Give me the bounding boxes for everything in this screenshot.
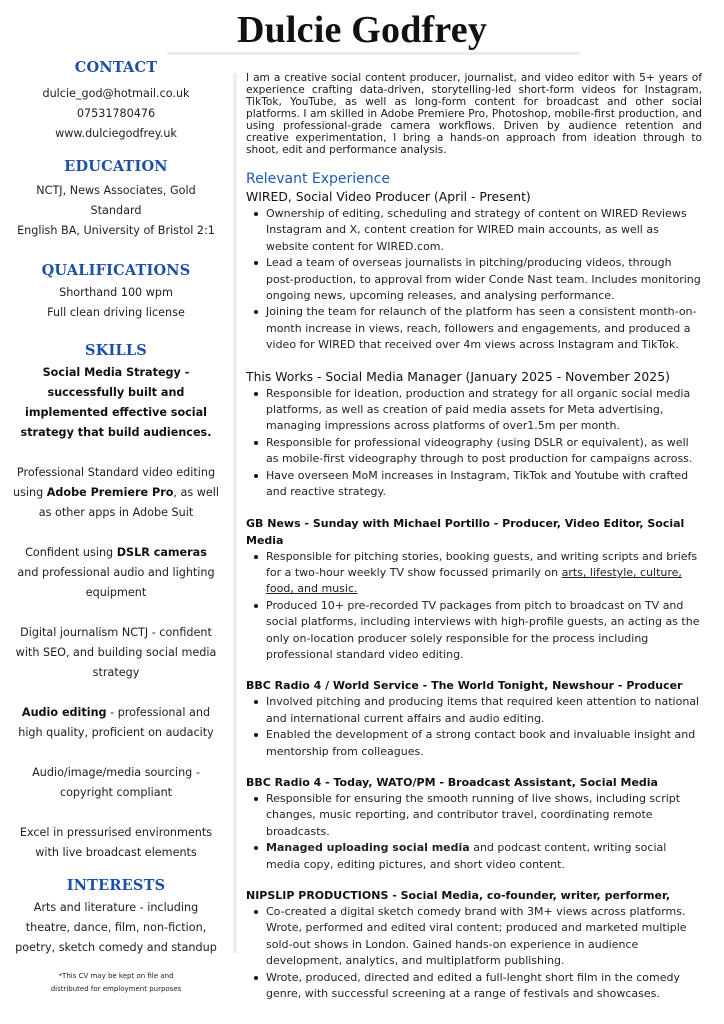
cv-footnote [0,970,232,996]
spacer [246,663,702,677]
bullet-item: Ownership of editing, scheduling and strategy of content on WIRED Reviews Instagram and X, content creation for WIRED main accounts, as well as website content for WIRED.com. [254,206,702,255]
footnote-line: *This CV may be kept on file and [58,972,174,980]
job-bullets [254,904,702,1002]
profile-summary: I am a creative social content producer, journalist, and video editor with 5+ years of experience crafting data-driven, storytelling-led short-form videos for Instagram, TikTok, YouTube, as well as long-form content for broadcast and other social platforms. I am skilled in Adobe Premiere Pro, Photoshop, mobile-first production, and using professional-grade camera workflows. Driven by audience retention and creative experimentation, I bring a hands-on approach from ideation through to shoot, edit and performance analysis. [246,72,702,156]
job-bullets [254,206,702,354]
experience-heading: Relevant Experience [246,171,390,187]
job-bullets [254,549,702,664]
qualification-item: Full clean driving license [47,306,185,319]
skill-item: Social Media Strategy - successfully built and implemented effective social strategy that build audiences. [20,366,212,439]
bullet-item: Co-created a digital sketch comedy brand with 3M+ views across platforms. Wrote, performed and edited viral content; produced and marketed multiple sold-out shows in London. Gained hands-on experience in audience development, analytics, and multiplatform publishing. [254,904,702,970]
bullet-item: Joining the team for relaunch of the platform has seen a consistent month-on-month increase in views, reach, followers and engagements, and produced a video for WIRED that received over 4m views across Instagram and TikTok. [254,304,702,353]
qualifications-section [0,261,232,323]
bullet-item: Wrote, produced, directed and edited a full-lenght short film in the comedy genre, with successful screening at a range of festivals and showcases. [254,970,702,1003]
skills-section [0,341,232,863]
job-entry-gb-news [246,515,702,664]
contact-email[interactable]: dulcie_god@hotmail.co.uk [42,87,190,100]
education-item: English BA, University of Bristol 2:1 [17,224,215,237]
bullet-item: Involved pitching and producing items that required keen attention to national and international current affairs and audio editing. [254,694,702,727]
spacer [246,501,702,515]
job-bullets [254,694,702,760]
job-entry-nipslip [246,887,702,1002]
job-entry-this-works [246,368,702,501]
footnote-line: distributed for employment purposes [50,985,182,993]
interests-heading: INTERESTS [66,877,166,894]
spacer [246,873,702,887]
job-title: WIRED, Social Video Producer (April - Present) [246,189,531,204]
spacer [246,354,702,368]
skill-item: Audio/image/media sourcing - copyright compliant [32,766,200,799]
contact-phone[interactable]: 07531780476 [76,107,156,120]
skill-item: Digital journalism NCTJ - confident with SEO, and building social media strategy [15,626,217,679]
job-title: NIPSLIP PRODUCTIONS - Social Media, co-founder, writer, performer, [246,889,670,902]
education-section [0,157,232,241]
education-item: NCTJ, News Associates, Gold Standard [36,184,196,217]
bullet-item: Have overseen MoM increases in Instagram, TikTok and Youtube with crafted and reactive strategy. [254,468,702,501]
job-title: GB News - Sunday with Michael Portillo - Producer, Video Editor, Social Media [246,516,685,547]
bullet-item: Enabled the development of a strong contact book and invaluable insight and mentorship from colleagues. [254,727,702,760]
qualifications-heading: QUALIFICATIONS [41,262,191,279]
bullet-item: Lead a team of overseas journalists in pitching/producing videos, through post-production, to approval from wider Conde Nast team. Includes monitoring ongoing news, upcoming releases, and analysing performance. [254,255,702,304]
job-entry-bbc-world-service [246,677,702,760]
sidebar [0,58,232,996]
skill-item: Excel in pressurised environments with live broadcast elements [19,826,213,859]
skill-item: Confident using DSLR cameras and professional audio and lighting equipment [17,546,215,599]
underlined-topics: arts, lifestyle, culture, food, and music. [266,565,682,596]
job-title: BBC Radio 4 - Today, WATO/PM - Broadcast Assistant, Social Media [246,775,658,789]
job-bullets [254,791,702,873]
qualification-item: Shorthand 100 wpm [59,286,173,299]
name-underline-rule [167,52,580,55]
skills-heading: SKILLS [85,342,147,359]
job-entry-wired [246,188,702,354]
bullet-item: Responsible for professional videography (using DSLR or equivalent), as well as mobile-first videography through to post production for campaigns across. [254,435,702,468]
education-heading: EDUCATION [64,158,168,175]
bullet-item: Responsible for ideation, production and strategy for all organic social media platforms, as well as creation of paid media assets for Meta advertising, managing impressions across platforms of over1.5m per month. [254,386,702,435]
contact-website[interactable]: www.dulciegodfrey.uk [55,127,177,140]
bullet-item: Responsible for ensuring the smooth running of live shows, including script changes, music reporting, and contributor travel, coordinating remote broadcasts. [254,791,702,840]
main-content [246,72,702,1002]
bullet-item: Responsible for pitching stories, booking guests, and writing scripts and briefs for a two-hour weekly TV show focussed primarily on arts, lifestyle, culture, food, and music. [254,549,702,598]
job-bullets [254,386,702,501]
skill-item: Audio editing - professional and high quality, proficient on audacity [18,706,214,739]
job-title: This Works - Social Media Manager (January 2025 - November 2025) [246,368,670,384]
contact-section [0,58,232,144]
spacer [246,760,702,774]
job-entry-bbc-today [246,774,702,873]
column-divider [233,73,237,953]
interests-section [0,876,232,996]
job-title: BBC Radio 4 / World Service - The World Tonight, Newshour - Producer [246,679,683,693]
candidate-name: Dulcie Godfrey [236,9,488,51]
interests-text: Arts and literature - including theatre, dance, film, non-fiction, poetry, sketch comedy and standup [15,901,217,954]
skill-item: Professional Standard video editing using Adobe Premiere Pro, as well as other apps in Adobe Suit [12,466,220,519]
bullet-item: Managed uploading social media and podcast content, writing social media copy, editing pictures, and short video content. [254,840,702,873]
bullet-item: Produced 10+ pre-recorded TV packages from pitch to broadcast on TV and social platforms, including interviews with high-profile guests, an acting as the only on-location producer solely responsible for the process including professional standard video editing. [254,598,702,664]
contact-heading: CONTACT [74,59,158,76]
